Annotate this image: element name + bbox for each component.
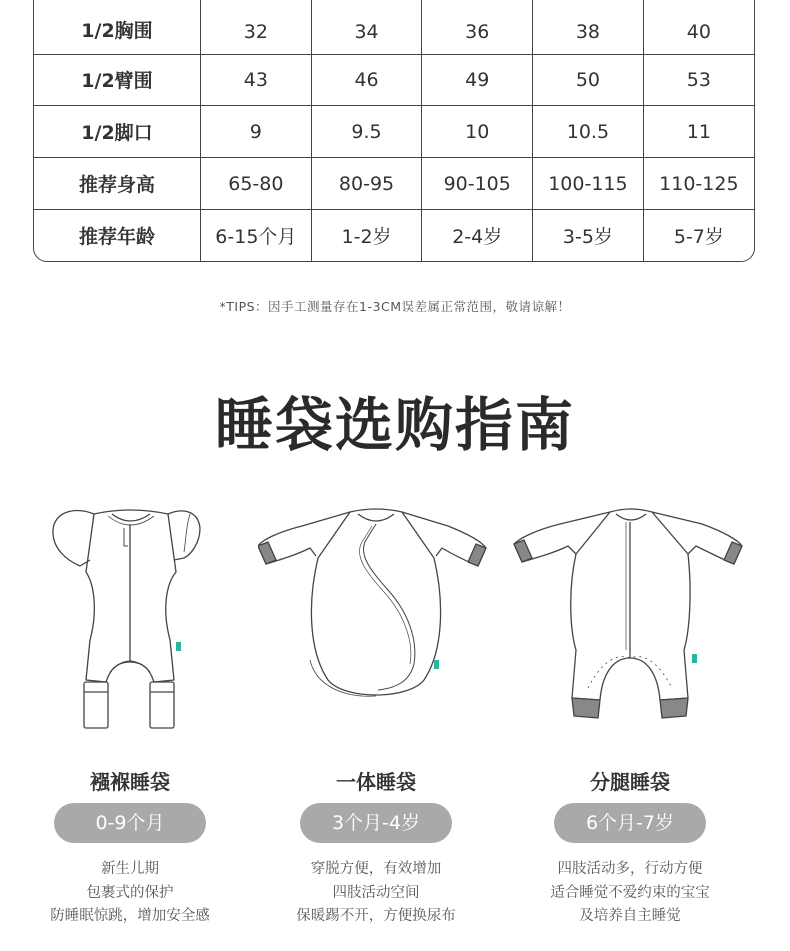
table-cell: 46 bbox=[311, 54, 422, 106]
row-label: 推荐身高 bbox=[34, 158, 201, 210]
description-line: 穿脱方便，有效增加 bbox=[310, 861, 442, 877]
description-line: 适合睡觉不爱约束的宝宝 bbox=[550, 884, 710, 901]
table-cell: 9 bbox=[201, 106, 312, 158]
table-cell: 53 bbox=[643, 54, 754, 106]
table-cell: 1-2岁 bbox=[311, 210, 422, 261]
product-description bbox=[258, 858, 494, 929]
table-cell: 10.5 bbox=[533, 106, 644, 158]
table-row bbox=[34, 210, 754, 261]
description-line: 四肢活动多，行动方便 bbox=[557, 861, 703, 877]
table-cell: 11 bbox=[643, 106, 754, 158]
table-cell: 65-80 bbox=[201, 158, 312, 210]
table-cell: 9.5 bbox=[311, 106, 422, 158]
size-table bbox=[33, 0, 755, 262]
row-label: 1/2臂围 bbox=[34, 54, 201, 106]
table-cell: 32 bbox=[201, 0, 312, 54]
table-cell: 34 bbox=[311, 0, 422, 54]
description-line: 新生儿期 bbox=[101, 861, 159, 877]
row-label: 1/2胸围 bbox=[34, 0, 201, 54]
table-row bbox=[34, 158, 754, 210]
product-one-piece bbox=[258, 500, 494, 924]
description-line: 保暖踢不开，方便换尿布 bbox=[296, 908, 456, 924]
table-cell: 38 bbox=[533, 0, 644, 54]
tips-note: *TIPS：因手工测量存在1-3CM误差属正常范围，敬请谅解！ bbox=[219, 299, 571, 314]
one-piece-sleepsack-icon bbox=[258, 500, 494, 712]
table-cell: 90-105 bbox=[422, 158, 533, 210]
product-swaddle bbox=[12, 500, 248, 924]
table-row bbox=[34, 0, 754, 54]
table-cell: 5-7岁 bbox=[643, 210, 754, 261]
swaddle-sleepsack-icon bbox=[50, 500, 210, 732]
table-cell: 100-115 bbox=[533, 158, 644, 210]
table-cell: 43 bbox=[201, 54, 312, 106]
description-line: 及培养自主睡觉 bbox=[579, 908, 681, 924]
guide-title: 睡袋选购指南 bbox=[214, 391, 575, 459]
description-line: 防睡眠惊跳，增加安全感 bbox=[50, 908, 210, 924]
product-split-leg bbox=[512, 500, 748, 924]
product-description bbox=[512, 858, 748, 929]
table-cell: 2-4岁 bbox=[422, 210, 533, 261]
table-row bbox=[34, 54, 754, 106]
product-name: 分腿睡袋 bbox=[590, 770, 670, 794]
table-cell: 80-95 bbox=[311, 158, 422, 210]
row-label: 推荐年龄 bbox=[34, 210, 201, 261]
product-description bbox=[12, 858, 248, 929]
table-cell: 49 bbox=[422, 54, 533, 106]
row-label: 1/2脚口 bbox=[34, 106, 201, 158]
split-leg-sleepsack-icon bbox=[512, 500, 748, 722]
description-line: 四肢活动空间 bbox=[332, 884, 420, 901]
product-name: 襁褓睡袋 bbox=[90, 770, 170, 794]
product-name: 一体睡袋 bbox=[336, 770, 416, 794]
table-cell: 6-15个月 bbox=[201, 210, 312, 261]
age-badge: 3个月-4岁 bbox=[300, 803, 452, 843]
table-cell: 3-5岁 bbox=[533, 210, 644, 261]
age-badge: 6个月-7岁 bbox=[554, 803, 706, 843]
table-cell: 10 bbox=[422, 106, 533, 158]
table-cell: 36 bbox=[422, 0, 533, 54]
table-cell: 50 bbox=[533, 54, 644, 106]
table-cell: 110-125 bbox=[643, 158, 754, 210]
description-line: 包裹式的保护 bbox=[86, 884, 174, 901]
table-row bbox=[34, 106, 754, 158]
table-cell: 40 bbox=[643, 0, 754, 54]
age-badge: 0-9个月 bbox=[54, 803, 206, 843]
